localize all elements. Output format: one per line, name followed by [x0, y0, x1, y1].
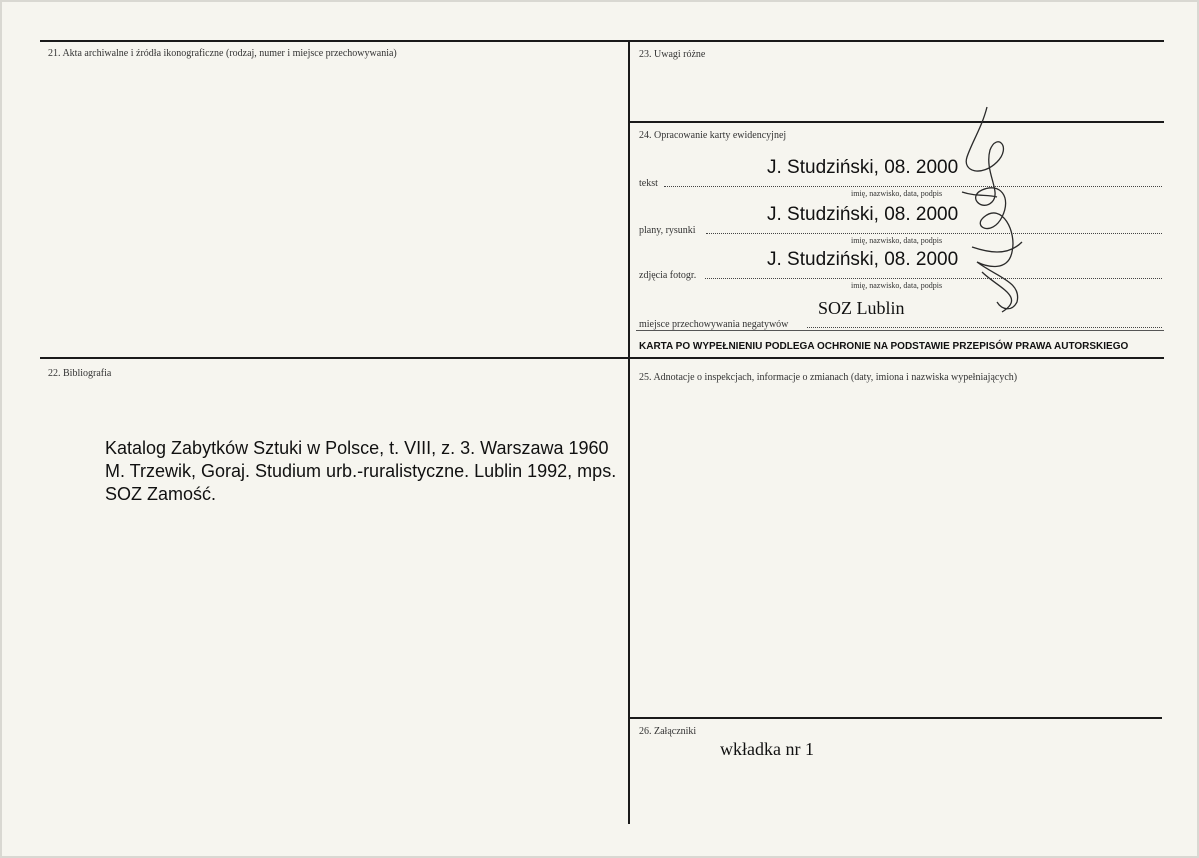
negatives-dots	[807, 327, 1162, 328]
author-photos-value: J. Studziński, 08. 2000	[767, 249, 959, 270]
field-text-label: tekst	[639, 178, 658, 189]
section-22-label: 22. Bibliografia	[48, 368, 112, 379]
author-text-value: J. Studziński, 08. 2000	[767, 157, 959, 178]
bibliography-entry: Katalog Zabytków Sztuki w Polsce, t. VIII, z. 3. Warszawa 1960	[105, 438, 609, 458]
field-photos-label: zdjęcia fotogr.	[639, 270, 697, 281]
section-24-label: 24. Opracowanie karty ewidencyjnej	[639, 130, 787, 141]
copyright-notice: KARTA PO WYPEŁNIENIU PODLEGA OCHRONIE NA PODSTAWIE PRZEPISÓW PRAWA AUTORSKIEGO	[639, 341, 1129, 352]
field-photos-dots	[705, 278, 1162, 279]
field-photos-hint: imię, nazwisko, data, podpis	[851, 281, 943, 290]
section-26-label: 26. Załączniki	[639, 726, 697, 737]
negatives-label: miejsce przechowywania negatywów	[639, 319, 789, 330]
field-plans-dots	[706, 233, 1162, 234]
bibliography-list	[105, 437, 625, 506]
section-21-label: 21. Akta archiwalne i źródła ikonograficzne (rodzaj, numer i miejsce przechowywania)	[48, 48, 397, 59]
handwritten-signature	[942, 102, 1042, 317]
field-text-dots	[664, 186, 1162, 187]
section-23-label: 23. Uwagi różne	[639, 49, 706, 60]
field-text-hint: imię, nazwisko, data, podpis	[851, 189, 943, 198]
negatives-value: SOZ Lublin	[818, 298, 905, 318]
notice-rule	[636, 330, 1164, 331]
section-25-label: 25. Adnotacje o inspekcjach, informacje o zmianach (daty, imiona i nazwiska wypełniających)	[639, 372, 1018, 383]
field-plans-label: plany, rysunki	[639, 225, 696, 236]
bibliography-entry: M. Trzewik, Goraj. Studium urb.-ruralistyczne. Lublin 1992, mps. SOZ Zamość.	[105, 461, 617, 504]
rule-25-26	[630, 717, 1162, 719]
rule-23-24	[630, 121, 1164, 123]
center-divider	[628, 40, 630, 824]
attachment-value: wkładka nr 1	[720, 739, 814, 759]
top-rule	[40, 40, 1164, 42]
middle-rule	[40, 357, 1164, 359]
author-plans-value: J. Studziński, 08. 2000	[767, 204, 959, 225]
field-plans-hint: imię, nazwisko, data, podpis	[851, 236, 943, 245]
